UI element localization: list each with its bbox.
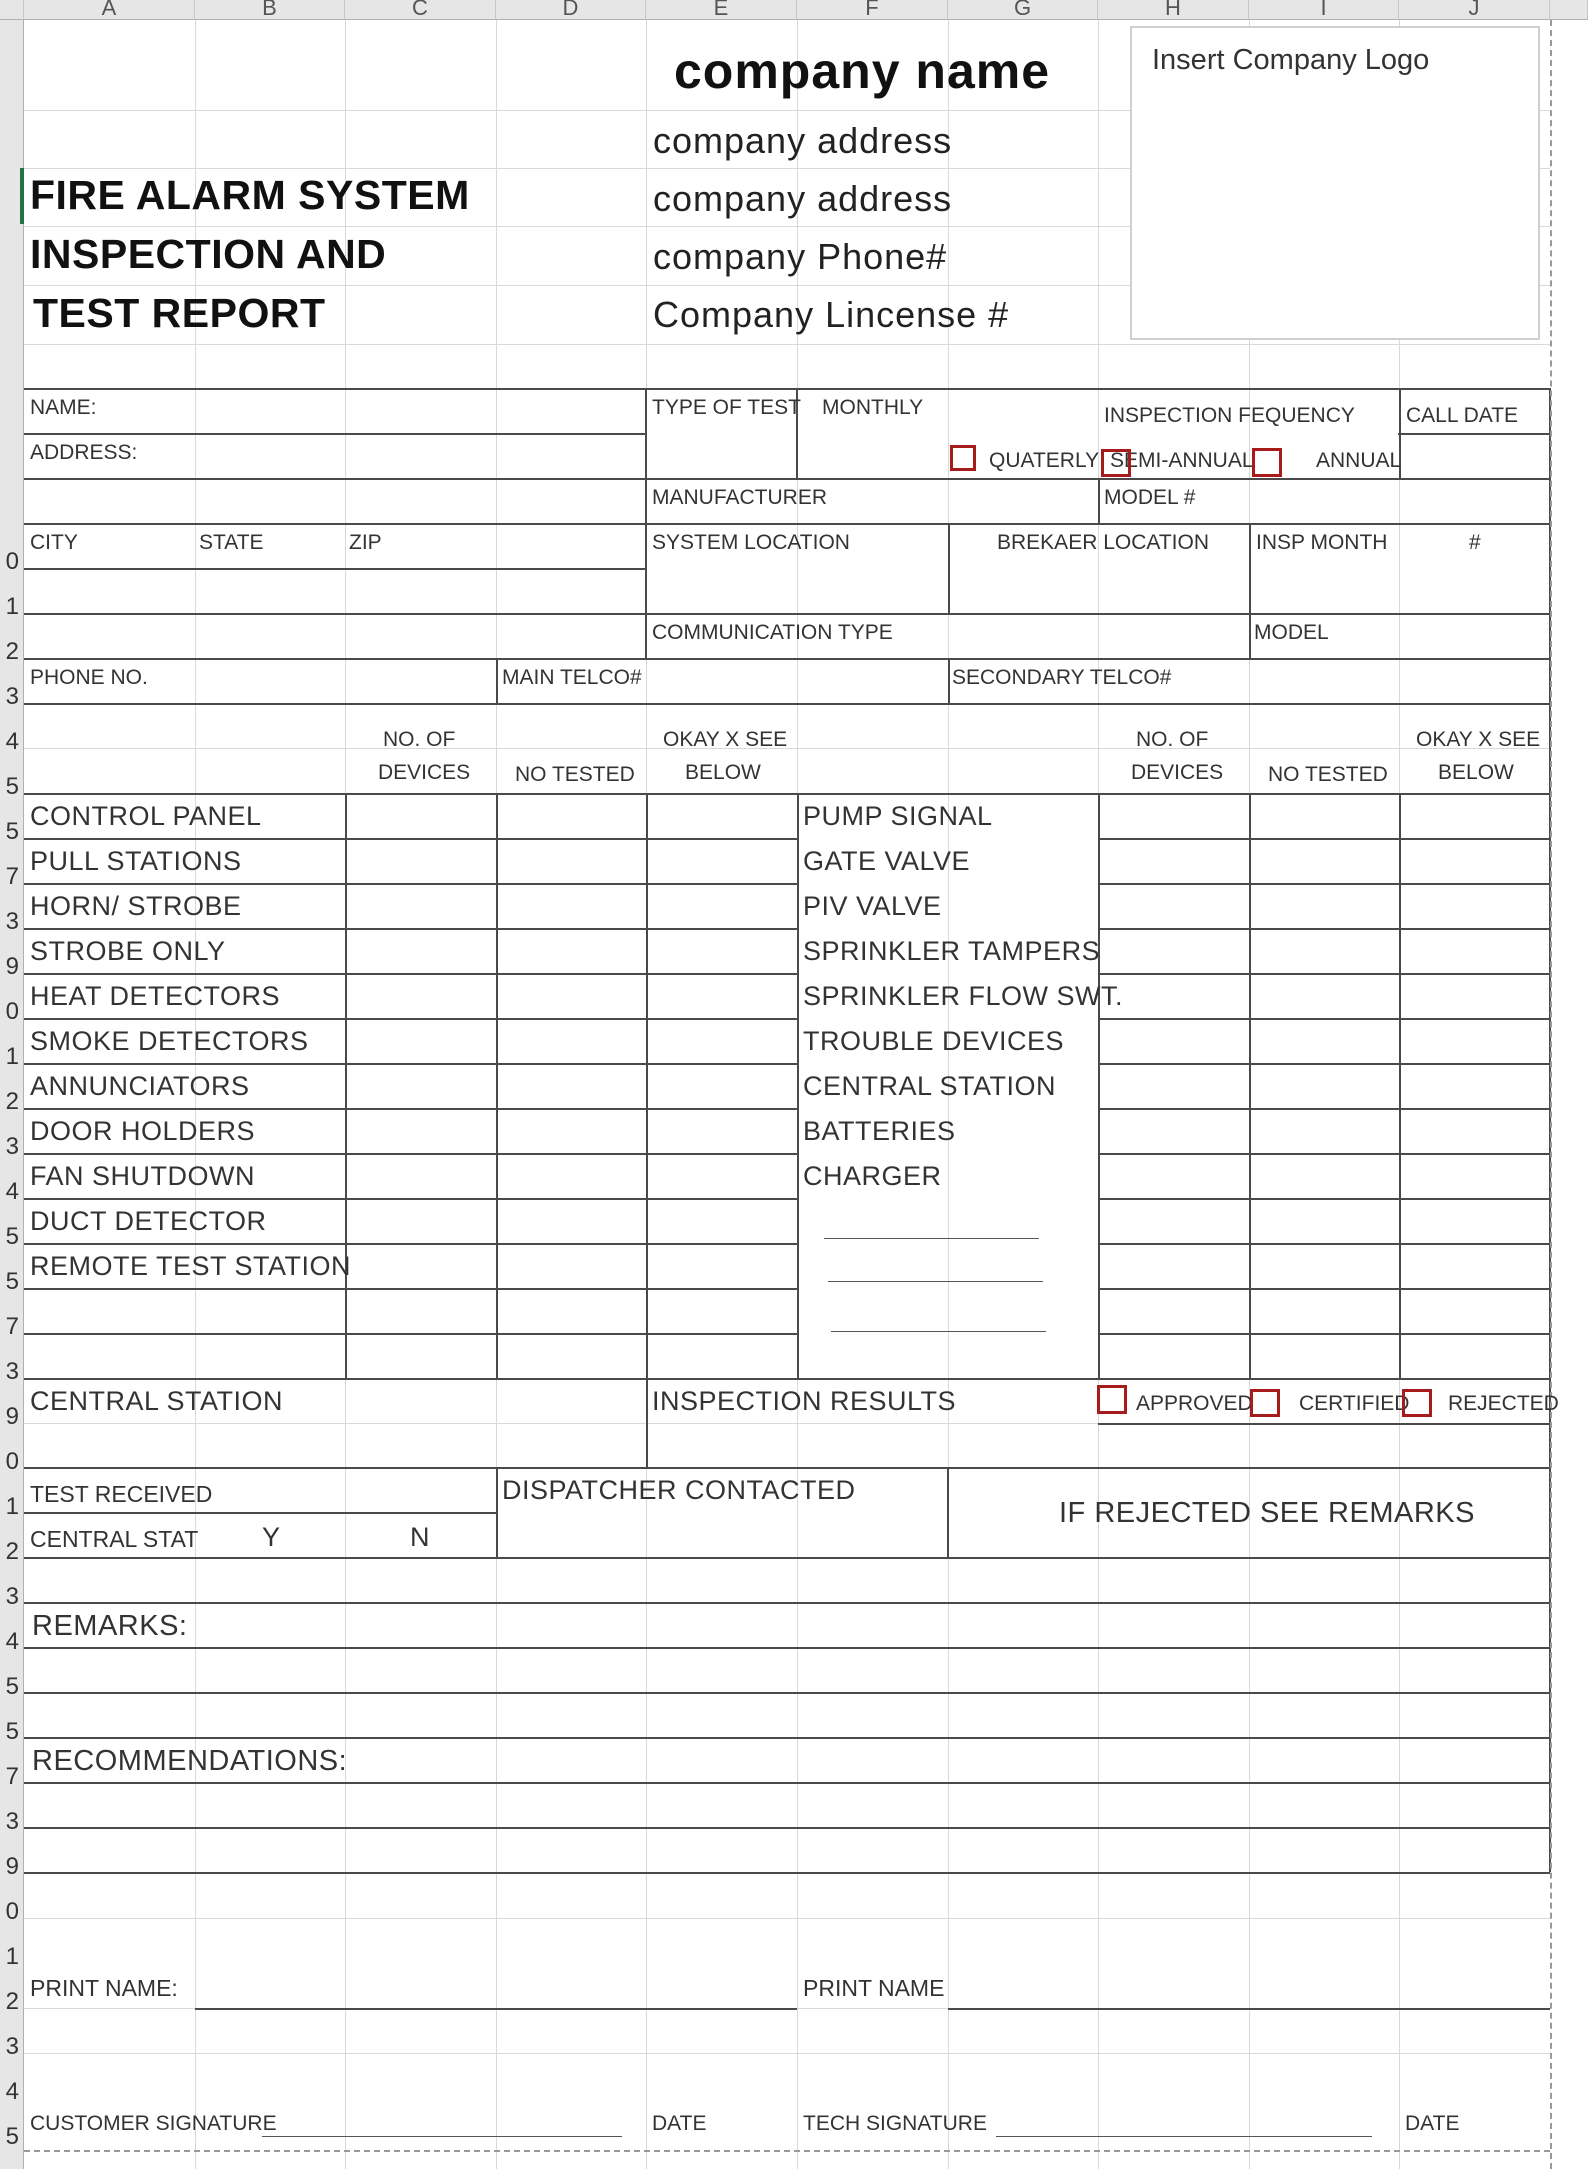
border-line [24, 1153, 797, 1155]
report-title-line1: FIRE ALARM SYSTEM [30, 172, 470, 218]
right-no-tested-header: NO TESTED [1268, 763, 1388, 786]
semi-annual-label: SEMI-ANNUAL [1110, 449, 1254, 472]
model-no-label: MODEL # [1104, 486, 1196, 509]
company-logo-placeholder[interactable] [1130, 26, 1540, 340]
border-line [24, 1782, 1550, 1784]
column-header-g[interactable]: G [948, 0, 1098, 20]
border-line [1098, 1153, 1550, 1155]
border-line [24, 523, 1550, 525]
right-no-of-devices-header-1: NO. OF [1136, 728, 1209, 751]
border-line [24, 1647, 1550, 1649]
device-item-sprinkler-tampers: SPRINKLER TAMPERS [803, 936, 1101, 966]
column-header-a[interactable]: A [24, 0, 195, 20]
border-line [496, 793, 498, 1378]
model-label: MODEL [1254, 621, 1329, 644]
if-rejected-note: IF REJECTED SEE REMARKS [1059, 1497, 1475, 1529]
row-number[interactable]: 5 [5, 1223, 19, 1250]
central-station-label: CENTRAL STATION [30, 1386, 284, 1416]
border-line [24, 1872, 1550, 1874]
device-item-control-panel: CONTROL PANEL [30, 801, 262, 831]
semi-annual-checkbox[interactable] [1101, 449, 1131, 477]
border-line [1098, 1423, 1550, 1425]
inspection-results-label: INSPECTION RESULTS [652, 1386, 957, 1416]
device-item-heat-detectors: HEAT DETECTORS [30, 981, 281, 1011]
approved-checkbox[interactable] [1097, 1385, 1127, 1414]
left-no-tested-header: NO TESTED [515, 763, 635, 786]
row-number[interactable]: 2 [5, 1988, 19, 2015]
border-line [24, 1333, 797, 1335]
border-line [24, 1243, 797, 1245]
approved-label: APPROVED [1136, 1392, 1253, 1415]
manufacturer-label: MANUFACTURER [652, 486, 828, 509]
logo-placeholder-text: Insert Company Logo [1152, 44, 1430, 76]
device-item-pull-stations: PULL STATIONS [30, 846, 242, 876]
column-header-b[interactable]: B [195, 0, 345, 20]
border-line [646, 1378, 648, 1467]
device-item-strobe-only: STROBE ONLY [30, 936, 226, 966]
row-number[interactable]: 5 [5, 1673, 19, 1700]
device-item-door-holders: DOOR HOLDERS [30, 1116, 256, 1146]
report-title-line2: INSPECTION AND [30, 231, 387, 277]
row-number[interactable]: 7 [5, 1763, 19, 1790]
active-row-indicator [20, 168, 24, 224]
device-item-smoke-detectors: SMOKE DETECTORS [30, 1026, 309, 1056]
border-line [646, 793, 648, 1378]
device-item-batteries: BATTERIES [803, 1116, 956, 1146]
border-line [24, 1512, 497, 1514]
left-no-of-devices-header-1: NO. OF [383, 728, 456, 751]
gridline [24, 2053, 1550, 2054]
report-title-line3: TEST REPORT [33, 290, 326, 336]
column-header-j[interactable]: J [1399, 0, 1550, 20]
row-header-strip[interactable] [0, 20, 24, 2169]
row-number[interactable]: 4 [5, 1178, 19, 1205]
border-line [1399, 793, 1401, 1378]
insp-month-label: INSP MONTH [1256, 531, 1388, 554]
border-line [24, 568, 646, 570]
tech-signature-label: TECH SIGNATURE [803, 2112, 987, 2135]
border-line [24, 388, 1550, 390]
border-line [948, 523, 950, 613]
device-item-pump-signal: PUMP SIGNAL [803, 801, 993, 831]
row-number[interactable]: 1 [5, 593, 19, 620]
left-okay-header-2: BELOW [685, 761, 761, 784]
device-item-charger: CHARGER [803, 1161, 942, 1191]
print-name-left-label: PRINT NAME: [30, 1975, 178, 2001]
border-line [24, 793, 1550, 795]
gridline [24, 1918, 1550, 1919]
border-line [1098, 973, 1550, 975]
dispatcher-contacted-label: DISPATCHER CONTACTED [502, 1475, 856, 1505]
city-label: CITY [30, 531, 78, 554]
company-address-1: company address [653, 120, 953, 161]
border-line [1098, 1018, 1550, 1020]
row-number[interactable]: 4 [5, 1628, 19, 1655]
page-break-line [24, 2150, 1550, 2152]
border-line [1249, 793, 1251, 1378]
central-stat-label: CENTRAL STAT [30, 1526, 199, 1552]
row-number[interactable]: 1 [5, 1943, 19, 1970]
row-number[interactable]: 3 [5, 1808, 19, 1835]
yes-option[interactable]: Y [262, 1522, 281, 1552]
recommendations-label: RECOMMENDATIONS: [32, 1745, 348, 1777]
border-line [24, 1378, 1550, 1380]
blank-device-line [828, 1281, 1043, 1282]
hash-label: # [1469, 531, 1481, 554]
device-item-central-station: CENTRAL STATION [803, 1071, 1057, 1101]
row-number[interactable]: 3 [5, 2033, 19, 2060]
border-line [24, 613, 1550, 615]
row-number[interactable]: 5 [5, 1268, 19, 1295]
blank-device-line [831, 1331, 1046, 1332]
border-line [1098, 1243, 1550, 1245]
device-item-sprinkler-flow-switch: SPRINKLER FLOW SWT. [803, 981, 1124, 1011]
device-item-piv-valve: PIV VALVE [803, 891, 942, 921]
customer-signature-line[interactable] [262, 2136, 622, 2137]
type-of-test-label: TYPE OF TEST [652, 396, 801, 419]
row-number[interactable]: 9 [5, 1403, 19, 1430]
device-item-remote-test-station: REMOTE TEST STATION [30, 1251, 352, 1281]
row-number[interactable]: 0 [5, 1898, 19, 1925]
device-item-duct-detector: DUCT DETECTOR [30, 1206, 267, 1236]
row-number[interactable]: 9 [5, 1853, 19, 1880]
left-okay-header-1: OKAY X SEE [663, 728, 788, 751]
border-line [24, 658, 1550, 660]
border-line [24, 1063, 797, 1065]
border-line [24, 1827, 1550, 1829]
border-line [1098, 1333, 1550, 1335]
breaker-location-label: BREKAER LOCATION [997, 531, 1209, 554]
border-line [496, 658, 498, 703]
row-number[interactable]: 3 [5, 1133, 19, 1160]
no-option[interactable]: N [410, 1522, 430, 1552]
column-header-corner[interactable] [0, 0, 24, 20]
row-number[interactable]: 4 [5, 2078, 19, 2105]
border-line [1098, 478, 1100, 523]
right-no-of-devices-header-2: DEVICES [1131, 761, 1224, 784]
annual-checkbox[interactable] [1252, 448, 1282, 477]
device-item-gate-valve: GATE VALVE [803, 846, 971, 876]
row-number[interactable]: 5 [5, 2123, 19, 2150]
row-number[interactable]: 7 [5, 1313, 19, 1340]
right-okay-header-2: BELOW [1438, 761, 1514, 784]
company-license: Company Lincense # [653, 294, 1010, 335]
rejected-label: REJECTED [1448, 1392, 1559, 1415]
tech-signature-line[interactable] [996, 2136, 1372, 2137]
address-label: ADDRESS: [30, 441, 138, 464]
border-line [1249, 523, 1251, 658]
border-line [24, 478, 1550, 480]
border-line [496, 1467, 498, 1557]
row-number[interactable]: 0 [5, 998, 19, 1025]
page-break-line [1550, 20, 1552, 2169]
border-line [797, 793, 799, 1378]
date-right-label: DATE [1405, 2112, 1460, 2135]
border-line [1098, 838, 1550, 840]
row-number[interactable]: 2 [5, 1538, 19, 1565]
row-number[interactable]: 5 [5, 1718, 19, 1745]
communication-type-label: COMMUNICATION TYPE [652, 621, 893, 644]
quarterly-label: QUATERLY [989, 449, 1100, 472]
row-number[interactable]: 1 [5, 1493, 19, 1520]
row-number[interactable]: 0 [5, 1448, 19, 1475]
border-line [1398, 433, 1550, 435]
border-line [24, 1602, 1550, 1604]
column-header-e[interactable]: E [646, 0, 797, 20]
certified-label: CERTIFIED [1299, 1392, 1410, 1415]
right-okay-header-1: OKAY X SEE [1416, 728, 1541, 751]
border-line [24, 838, 797, 840]
device-item-horn-strobe: HORN/ STROBE [30, 891, 242, 921]
column-header-h[interactable]: H [1098, 0, 1249, 20]
border-line [24, 433, 646, 435]
border-line [645, 478, 647, 658]
border-line [24, 883, 797, 885]
test-received-label: TEST RECEIVED [30, 1481, 213, 1507]
zip-label: ZIP [349, 531, 382, 554]
blank-device-line [824, 1238, 1039, 1239]
date-left-label: DATE [652, 2112, 707, 2135]
company-name: company name [674, 43, 1051, 99]
row-number[interactable]: 1 [5, 1043, 19, 1070]
column-header-c[interactable]: C [345, 0, 496, 20]
name-label: NAME: [30, 396, 97, 419]
row-number[interactable]: 3 [5, 1583, 19, 1610]
border-line [24, 1018, 797, 1020]
phone-label: PHONE NO. [30, 666, 148, 689]
border-line [947, 1467, 949, 1557]
border-line [24, 1288, 797, 1290]
row-number[interactable]: 3 [5, 683, 19, 710]
border-line [645, 388, 647, 478]
border-line [1098, 1288, 1550, 1290]
row-number[interactable]: 5 [5, 773, 19, 800]
rejected-checkbox[interactable] [1402, 1389, 1432, 1417]
row-number[interactable]: 5 [5, 818, 19, 845]
gridline [24, 344, 1550, 345]
border-line [24, 1557, 1550, 1559]
border-line [948, 658, 950, 703]
company-phone: company Phone# [653, 236, 948, 277]
border-line [24, 703, 1550, 705]
row-number[interactable]: 4 [5, 728, 19, 755]
border-line [195, 2008, 797, 2010]
column-header-d[interactable]: D [496, 0, 646, 20]
row-number[interactable]: 0 [5, 548, 19, 575]
border-line [24, 1467, 1550, 1469]
call-date-label: CALL DATE [1406, 404, 1519, 427]
device-item-trouble-devices: TROUBLE DEVICES [803, 1026, 1065, 1056]
certified-checkbox[interactable] [1250, 1389, 1280, 1417]
border-line [345, 793, 347, 1378]
border-line [24, 1198, 797, 1200]
row-number[interactable]: 7 [5, 863, 19, 890]
border-line [24, 1692, 1550, 1694]
system-location-label: SYSTEM LOCATION [652, 531, 850, 554]
column-header-i[interactable]: I [1249, 0, 1399, 20]
border-line [1098, 1108, 1550, 1110]
border-line [1098, 1198, 1550, 1200]
border-line [24, 1108, 797, 1110]
border-line [948, 2008, 1550, 2010]
monthly-label: MONTHLY [822, 396, 924, 419]
column-header-filler [1550, 0, 1588, 20]
row-number[interactable]: 9 [5, 953, 19, 980]
company-address-2: company address [653, 178, 953, 219]
device-item-fan-shutdown: FAN SHUTDOWN [30, 1161, 255, 1191]
customer-signature-label: CUSTOMER SIGNATURE [30, 2112, 277, 2135]
inspection-frequency-label: INSPECTION FEQUENCY [1104, 404, 1355, 427]
secondary-telco-label: SECONDARY TELCO# [952, 666, 1172, 689]
row-number[interactable]: 3 [5, 1358, 19, 1385]
remarks-label: REMARKS: [32, 1610, 188, 1642]
row-number[interactable]: 2 [5, 1088, 19, 1115]
column-header-f[interactable]: F [797, 0, 948, 20]
state-label: STATE [199, 531, 264, 554]
main-telco-label: MAIN TELCO# [502, 666, 642, 689]
border-line [1098, 883, 1550, 885]
border-line [1098, 793, 1100, 1378]
border-line [24, 973, 797, 975]
left-no-of-devices-header-2: DEVICES [378, 761, 471, 784]
border-line [24, 1737, 1550, 1739]
print-name-right-label: PRINT NAME [803, 1975, 945, 2001]
device-item-annunciators: ANNUNCIATORS [30, 1071, 250, 1101]
row-number[interactable]: 3 [5, 908, 19, 935]
annual-label: ANNUAL [1316, 449, 1402, 472]
row-number[interactable]: 2 [5, 638, 19, 665]
border-line [1098, 1063, 1550, 1065]
border-line [1098, 928, 1550, 930]
border-line [24, 928, 797, 930]
quarterly-checkbox[interactable] [950, 445, 976, 471]
